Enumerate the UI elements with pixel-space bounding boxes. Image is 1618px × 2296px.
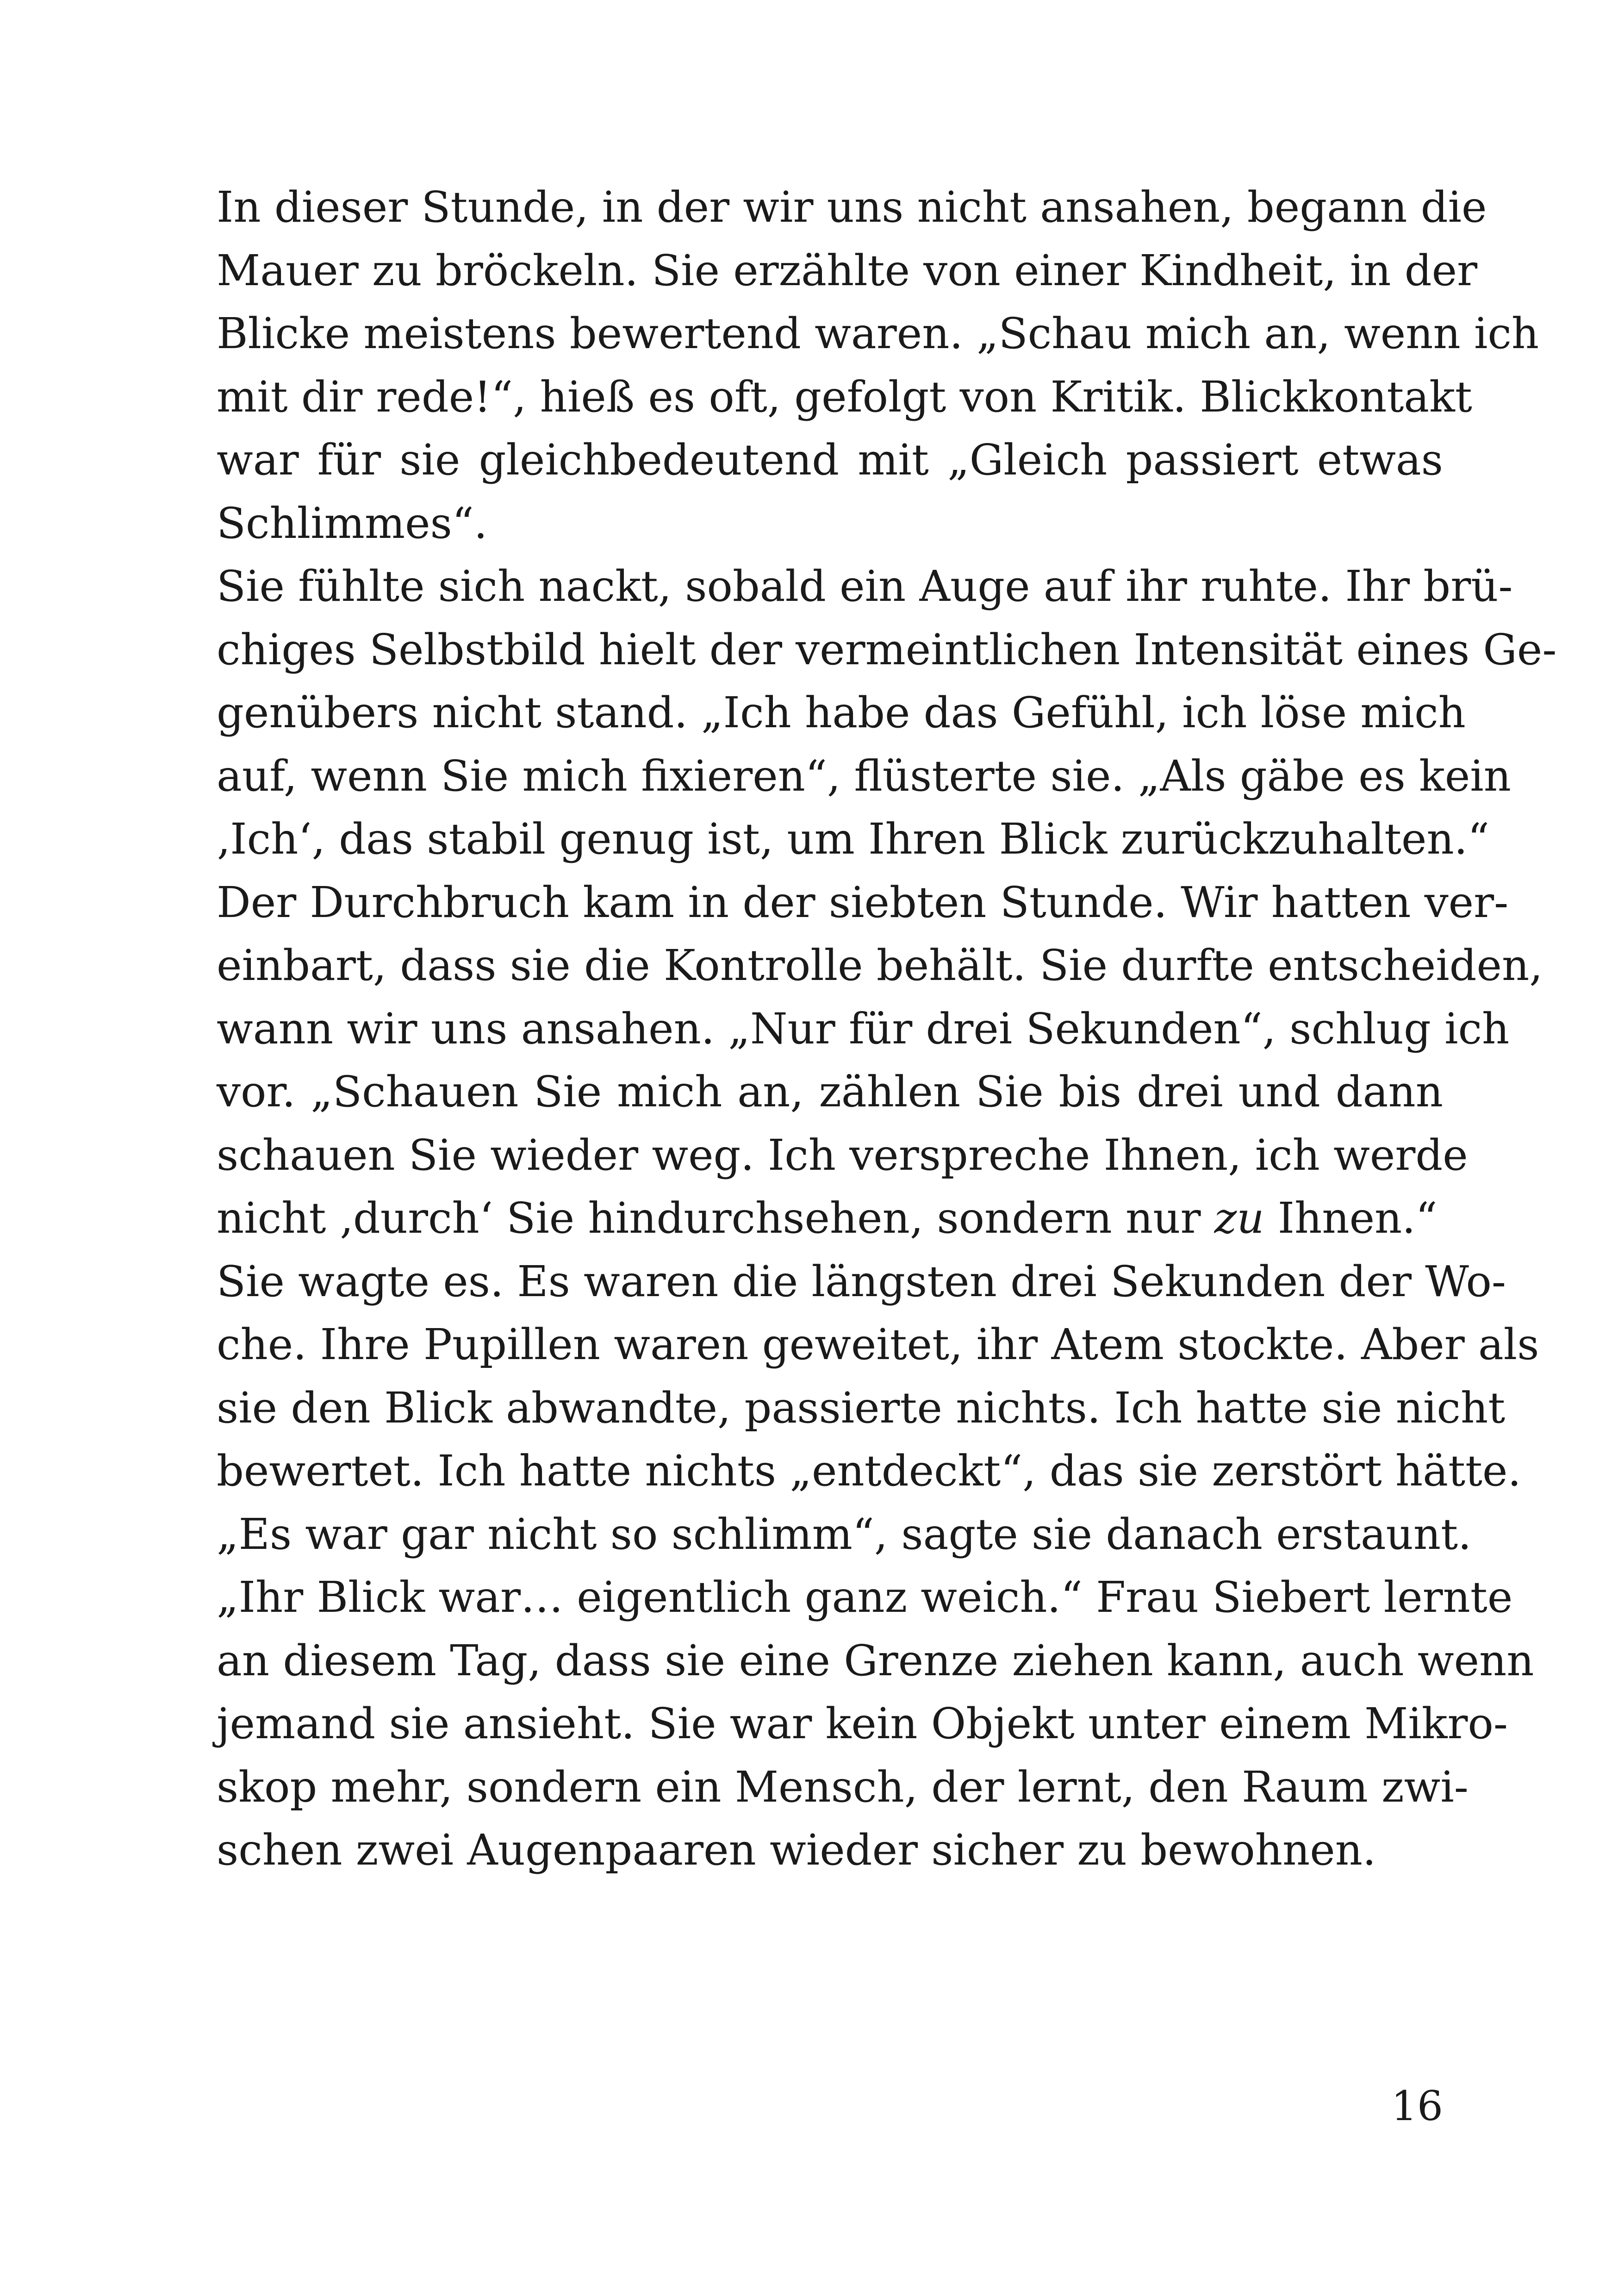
text-line: Schlimmes“. [217, 498, 488, 548]
text-line: einbart, dass sie die Kontrolle behält. Sie durfte entscheiden, [217, 941, 1543, 990]
text-line: war für sie gleichbedeutend mit „Gleich passiert etwas [217, 435, 1443, 485]
text-line: mit dir rede!“, hieß es oft, gefolgt von Kritik. Blickkontakt [217, 372, 1472, 422]
text-segment: Ihnen.“ [1264, 1193, 1438, 1243]
page-number: 16 [1391, 2082, 1443, 2130]
text-line: jemand sie ansieht. Sie war kein Objekt unter einem Mikro- [217, 1699, 1508, 1748]
text-line: ‚Ich‘, das stabil genug ist, um Ihren Blick zurückzuhalten.“ [217, 814, 1490, 864]
text-line: che. Ihre Pupillen waren geweitet, ihr Atem stockte. Aber als [217, 1320, 1539, 1369]
text-line: Blicke meistens bewertend waren. „Schau mich an, wenn ich [217, 309, 1539, 358]
text-line: Sie wagte es. Es waren die längsten drei Sekunden der Wo- [217, 1256, 1506, 1306]
text-line: skop mehr, sondern ein Mensch, der lernt, den Raum zwi- [217, 1762, 1469, 1812]
text-line: auf, wenn Sie mich fixieren“, flüsterte sie. „Als gäbe es kein [217, 751, 1511, 801]
text-line: Sie fühlte sich nackt, sobald ein Auge auf ihr ruhte. Ihr brü- [217, 562, 1513, 611]
text-line: Mauer zu bröckeln. Sie erzählte von einer Kindheit, in der [217, 245, 1478, 295]
body-text [217, 176, 1557, 1882]
text-line: schauen Sie wieder weg. Ich verspreche Ihnen, ich werde [217, 1130, 1468, 1180]
text-line: bewertet. Ich hatte nichts „entdeckt“, das sie zerstört hätte. [217, 1446, 1521, 1496]
text-line: In dieser Stunde, in der wir uns nicht ansahen, begann die [217, 182, 1487, 232]
text-line: an diesem Tag, dass sie eine Grenze ziehen kann, auch wenn [217, 1635, 1534, 1685]
text-line: wann wir uns ansahen. „Nur für drei Sekunden“, schlug ich [217, 1004, 1510, 1054]
text-line: genübers nicht stand. „Ich habe das Gefühl, ich löse mich [217, 688, 1466, 737]
text-line: vor. „Schauen Sie mich an, zählen Sie bis drei und dann [217, 1067, 1443, 1117]
text-line-with-emphasis [217, 1187, 1443, 1250]
text-line: „Ihr Blick war… eigentlich ganz weich.“ Frau Siebert lernte [217, 1572, 1513, 1622]
text-line: chiges Selbstbild hielt der vermeintlichen Intensität eines Ge- [217, 624, 1557, 674]
text-line: sie den Blick abwandte, passierte nichts. Ich hatte sie nicht [217, 1383, 1506, 1433]
emphasized-word: zu [1214, 1193, 1264, 1243]
text-line: schen zwei Augenpaaren wieder sicher zu bewohnen. [217, 1825, 1376, 1875]
text-line: „Es war gar nicht so schlimm“, sagte sie danach erstaunt. [217, 1509, 1472, 1559]
text-segment: nicht ‚durch‘ Sie hindurchsehen, sondern nur [217, 1193, 1214, 1243]
text-line: Der Durchbruch kam in der siebten Stunde. Wir hatten ver- [217, 877, 1509, 927]
